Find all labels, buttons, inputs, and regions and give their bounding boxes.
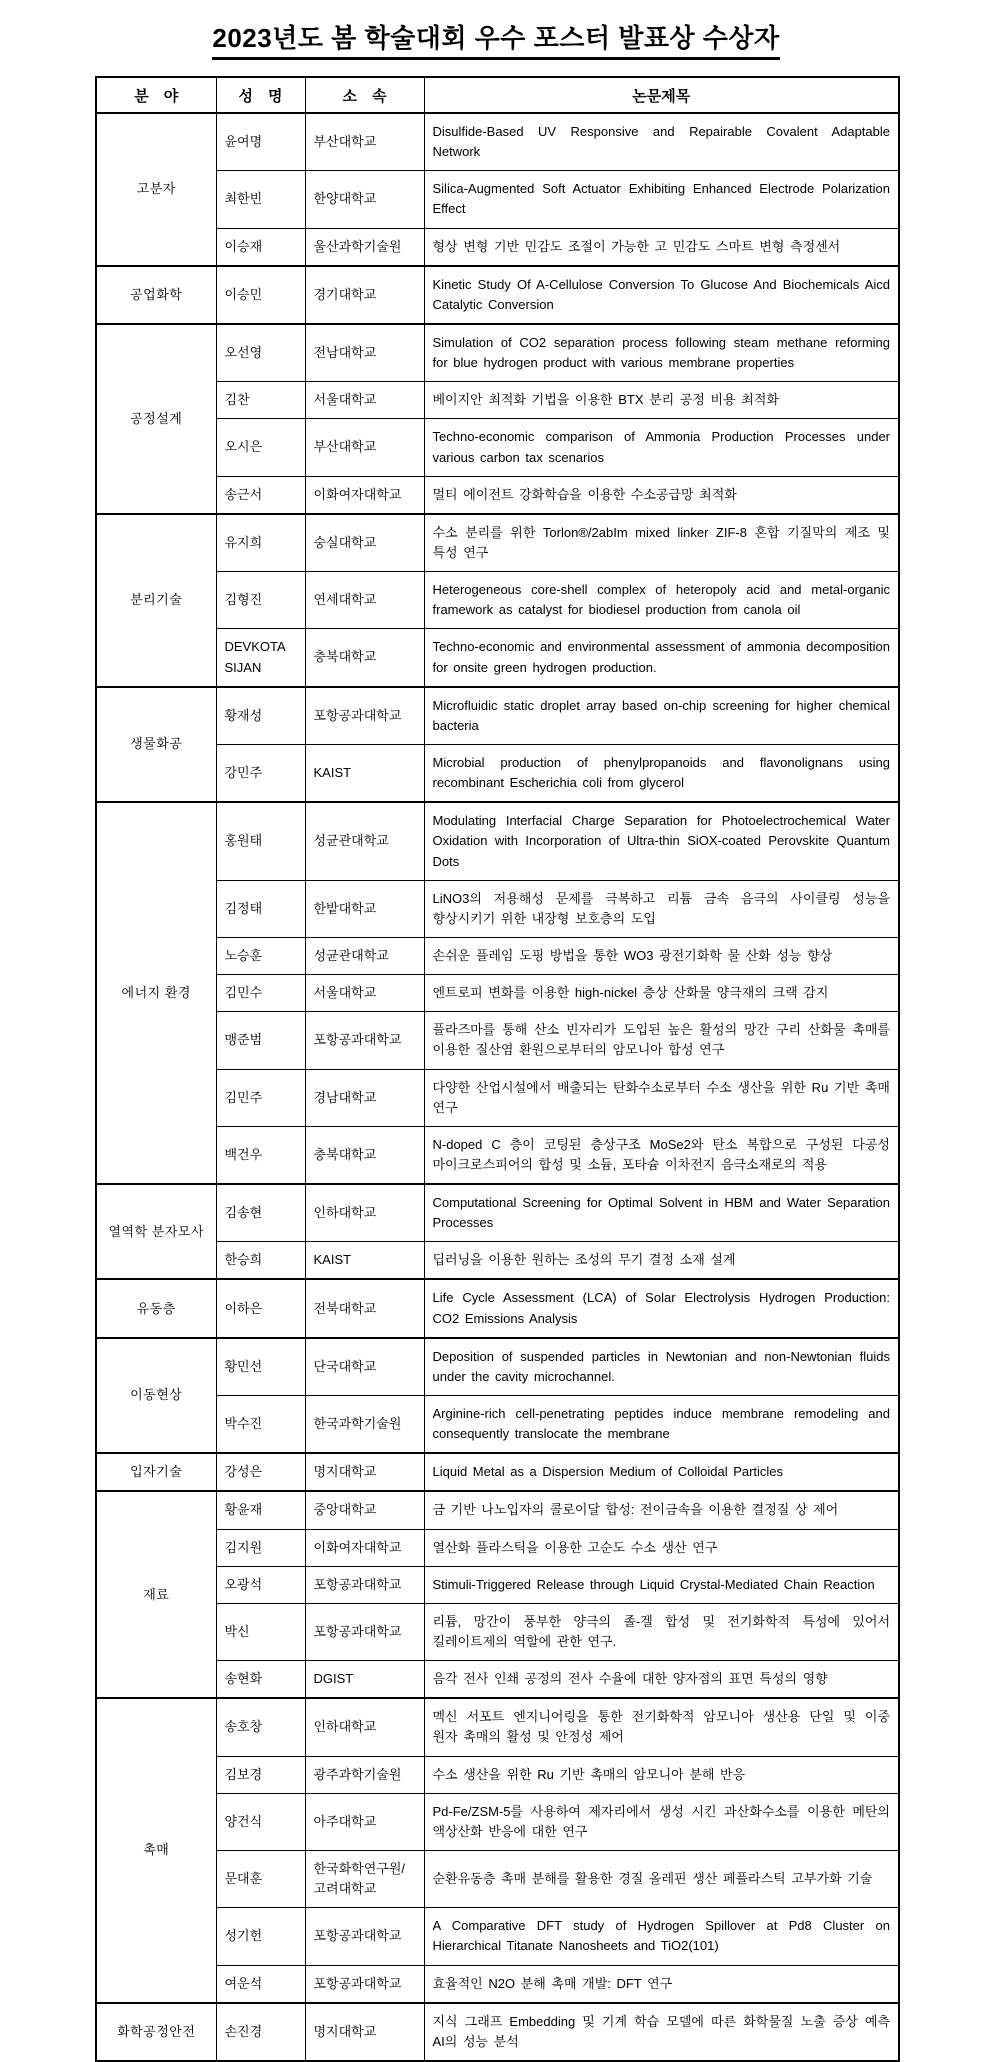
winner-name: 성기헌 bbox=[216, 1908, 305, 1965]
table-row bbox=[96, 324, 899, 382]
affiliation: 전북대학교 bbox=[305, 1279, 424, 1337]
table-row bbox=[96, 880, 899, 937]
field-cell: 에너지 환경 bbox=[96, 802, 216, 1184]
paper-title: 형상 변형 기반 민감도 조절이 가능한 고 민감도 스마트 변형 측정센서 bbox=[424, 228, 899, 266]
table-row bbox=[96, 572, 899, 629]
table-row bbox=[96, 1491, 899, 1529]
winner-name: DEVKOTA SIJAN bbox=[216, 629, 305, 687]
field-cell: 공업화학 bbox=[96, 266, 216, 324]
table-row bbox=[96, 1069, 899, 1126]
affiliation: 중앙대학교 bbox=[305, 1491, 424, 1529]
affiliation: 포항공과대학교 bbox=[305, 1012, 424, 1069]
affiliation: 단국대학교 bbox=[305, 1338, 424, 1396]
paper-title: Arginine-rich cell-penetrating peptides induce membrane remodeling and consequently translocate the membrane bbox=[424, 1396, 899, 1454]
winner-name: 송호창 bbox=[216, 1698, 305, 1756]
affiliation: 인하대학교 bbox=[305, 1698, 424, 1756]
paper-title: Stimuli-Triggered Release through Liquid Crystal-Mediated Chain Reaction bbox=[424, 1566, 899, 1603]
paper-title: 효율적인 N2O 분해 촉매 개발: DFT 연구 bbox=[424, 1965, 899, 2003]
table-row bbox=[96, 1793, 899, 1850]
affiliation: 서울대학교 bbox=[305, 382, 424, 419]
paper-title: 다양한 산업시설에서 배출되는 탄화수소로부터 수소 생산을 위한 Ru 기반 촉매 연구 bbox=[424, 1069, 899, 1126]
paper-title: 베이지안 최적화 기법을 이용한 BTX 분리 공정 비용 최적화 bbox=[424, 382, 899, 419]
table-row bbox=[96, 629, 899, 687]
field-cell: 공정설계 bbox=[96, 324, 216, 514]
paper-title: 플라즈마를 통해 산소 빈자리가 도입된 높은 활성의 망간 구리 산화물 촉매를 이용한 질산염 환원으로부터의 암모니아 합성 연구 bbox=[424, 1012, 899, 1069]
winner-name: 황윤재 bbox=[216, 1491, 305, 1529]
paper-title: Microbial production of phenylpropanoids and flavonolignans using recombinant Escherichia coli from glycerol bbox=[424, 744, 899, 802]
affiliation: 포항공과대학교 bbox=[305, 1603, 424, 1660]
paper-title: Disulfide-Based UV Responsive and Repairable Covalent Adaptable Network bbox=[424, 113, 899, 171]
winner-name: 김정태 bbox=[216, 880, 305, 937]
affiliation: 부산대학교 bbox=[305, 419, 424, 476]
winner-name: 맹준범 bbox=[216, 1012, 305, 1069]
table-row bbox=[96, 1965, 899, 2003]
affiliation: DGIST bbox=[305, 1661, 424, 1699]
table-row bbox=[96, 1012, 899, 1069]
table-row bbox=[96, 1529, 899, 1566]
affiliation: 경기대학교 bbox=[305, 266, 424, 324]
paper-title: 손쉬운 플레임 도핑 방법을 통한 WO3 광전기화학 물 산화 성능 향상 bbox=[424, 937, 899, 974]
table-row bbox=[96, 1453, 899, 1491]
winner-name: 박신 bbox=[216, 1603, 305, 1660]
paper-title: Microfluidic static droplet array based on-chip screening for higher chemical bacteria bbox=[424, 687, 899, 745]
field-cell: 화학공정안전 bbox=[96, 2003, 216, 2061]
table-row bbox=[96, 228, 899, 266]
affiliation: 인하대학교 bbox=[305, 1184, 424, 1242]
awards-table-body bbox=[96, 113, 899, 2061]
winner-name: 송근서 bbox=[216, 476, 305, 514]
paper-title: 수소 분리를 위한 Torlon®/2abIm mixed linker ZIF-8 혼합 기질막의 제조 및 특성 연구 bbox=[424, 514, 899, 572]
affiliation: 부산대학교 bbox=[305, 113, 424, 171]
winner-name: 김지원 bbox=[216, 1529, 305, 1566]
winner-name: 백건우 bbox=[216, 1126, 305, 1184]
winner-name: 윤여명 bbox=[216, 113, 305, 171]
winner-name: 오선영 bbox=[216, 324, 305, 382]
table-row bbox=[96, 1756, 899, 1793]
winner-name: 강민주 bbox=[216, 744, 305, 802]
affiliation: 충북대학교 bbox=[305, 1126, 424, 1184]
affiliation: 충북대학교 bbox=[305, 629, 424, 687]
table-row bbox=[96, 744, 899, 802]
table-row bbox=[96, 1698, 899, 1756]
affiliation: 숭실대학교 bbox=[305, 514, 424, 572]
affiliation: 명지대학교 bbox=[305, 2003, 424, 2061]
affiliation: 성균관대학교 bbox=[305, 802, 424, 880]
table-row bbox=[96, 1661, 899, 1699]
affiliation: 한양대학교 bbox=[305, 171, 424, 228]
affiliation: 이화여자대학교 bbox=[305, 1529, 424, 1566]
table-row bbox=[96, 1279, 899, 1337]
table-row bbox=[96, 1908, 899, 1965]
winner-name: 오광석 bbox=[216, 1566, 305, 1603]
affiliation: 한국화학연구원/고려대학교 bbox=[305, 1851, 424, 1908]
paper-title: 음각 전사 인쇄 공정의 전사 수율에 대한 양자점의 표면 특성의 영향 bbox=[424, 1661, 899, 1699]
table-row bbox=[96, 1603, 899, 1660]
winner-name: 여운석 bbox=[216, 1965, 305, 2003]
winner-name: 한승희 bbox=[216, 1242, 305, 1280]
table-row bbox=[96, 266, 899, 324]
winner-name: 홍원태 bbox=[216, 802, 305, 880]
paper-title: Life Cycle Assessment (LCA) of Solar Electrolysis Hydrogen Production: CO2 Emissions Analysis bbox=[424, 1279, 899, 1337]
paper-title: N-doped C 층이 코팅된 층상구조 MoSe2와 탄소 복합으로 구성된 다공성 마이크로스피어의 합성 및 소듐, 포타슘 이차전지 음극소재로의 적용 bbox=[424, 1126, 899, 1184]
affiliation: 명지대학교 bbox=[305, 1453, 424, 1491]
paper-title: 순환유동층 촉매 분해를 활용한 경질 올레핀 생산 페플라스틱 고부가화 기술 bbox=[424, 1851, 899, 1908]
field-cell: 촉매 bbox=[96, 1698, 216, 2002]
field-cell: 분리기술 bbox=[96, 514, 216, 687]
winner-name: 김보경 bbox=[216, 1756, 305, 1793]
table-row bbox=[96, 476, 899, 514]
affiliation: 포항공과대학교 bbox=[305, 687, 424, 745]
paper-title: Simulation of CO2 separation process following steam methane reforming for blue hydrogen product with various membrane properties bbox=[424, 324, 899, 382]
winner-name: 김민주 bbox=[216, 1069, 305, 1126]
paper-title: Pd-Fe/ZSM-5를 사용하여 제자리에서 생성 시킨 과산화수소를 이용한 메탄의 액상산화 반응에 대한 연구 bbox=[424, 1793, 899, 1850]
winner-name: 노승훈 bbox=[216, 937, 305, 974]
col-header-paper-title: 논문제목 bbox=[424, 77, 899, 113]
table-row bbox=[96, 802, 899, 880]
paper-title: 엔트로피 변화를 이용한 high-nickel 층상 산화물 양극재의 크랙 감지 bbox=[424, 975, 899, 1012]
winner-name: 손진경 bbox=[216, 2003, 305, 2061]
table-row bbox=[96, 419, 899, 476]
paper-title: Silica-Augmented Soft Actuator Exhibiting Enhanced Electrode Polarization Effect bbox=[424, 171, 899, 228]
affiliation: 광주과학기술원 bbox=[305, 1756, 424, 1793]
col-header-affiliation: 소 속 bbox=[305, 77, 424, 113]
paper-title: 금 기반 나노입자의 콜로이달 합성: 전이금속을 이용한 결정질 상 제어 bbox=[424, 1491, 899, 1529]
awards-table bbox=[95, 76, 900, 2062]
winner-name: 문대훈 bbox=[216, 1851, 305, 1908]
winner-name: 양건식 bbox=[216, 1793, 305, 1850]
paper-title: Kinetic Study Of A-Cellulose Conversion To Glucose And Biochemicals Aicd Catalytic Conversion bbox=[424, 266, 899, 324]
field-cell: 이동현상 bbox=[96, 1338, 216, 1454]
field-cell: 유동층 bbox=[96, 1279, 216, 1337]
winner-name: 강성은 bbox=[216, 1453, 305, 1491]
paper-title: Liquid Metal as a Dispersion Medium of Colloidal Particles bbox=[424, 1453, 899, 1491]
winner-name: 이승민 bbox=[216, 266, 305, 324]
affiliation: 한국과학기술원 bbox=[305, 1396, 424, 1454]
paper-title: 멀티 에이전트 강화학습을 이용한 수소공급망 최적화 bbox=[424, 476, 899, 514]
affiliation: 전남대학교 bbox=[305, 324, 424, 382]
winner-name: 박수진 bbox=[216, 1396, 305, 1454]
col-header-name: 성 명 bbox=[216, 77, 305, 113]
winner-name: 김형진 bbox=[216, 572, 305, 629]
paper-title: LiNO3의 저용해성 문제를 극복하고 리튬 금속 음극의 사이클링 성능을 향상시키기 위한 내장형 보호층의 도입 bbox=[424, 880, 899, 937]
paper-title: Computational Screening for Optimal Solvent in HBM and Water Separation Processes bbox=[424, 1184, 899, 1242]
field-cell: 재료 bbox=[96, 1491, 216, 1698]
paper-title: Heterogeneous core-shell complex of heteropoly acid and metal-organic framework as catalyst for biodiesel production from canola oil bbox=[424, 572, 899, 629]
field-cell: 열역학 분자모사 bbox=[96, 1184, 216, 1279]
field-cell: 고분자 bbox=[96, 113, 216, 266]
table-row bbox=[96, 1242, 899, 1280]
affiliation: 연세대학교 bbox=[305, 572, 424, 629]
affiliation: KAIST bbox=[305, 744, 424, 802]
paper-title: 리튬, 망간이 풍부한 양극의 졸-겔 합성 및 전기화학적 특성에 있어서 킬레이트제의 역할에 관한 연구. bbox=[424, 1603, 899, 1660]
paper-title: Deposition of suspended particles in Newtonian and non-Newtonian fluids under the cavity microchannel. bbox=[424, 1338, 899, 1396]
paper-title: Techno-economic and environmental assessment of ammonia decomposition for onsite green hydrogen production. bbox=[424, 629, 899, 687]
winner-name: 황민선 bbox=[216, 1338, 305, 1396]
winner-name: 이승재 bbox=[216, 228, 305, 266]
page-title: 2023년도 봄 학술대회 우수 포스터 발표상 수상자 bbox=[0, 18, 992, 60]
affiliation: 서울대학교 bbox=[305, 975, 424, 1012]
affiliation: 포항공과대학교 bbox=[305, 1566, 424, 1603]
table-row bbox=[96, 113, 899, 171]
header-row bbox=[96, 77, 899, 113]
table-row bbox=[96, 514, 899, 572]
col-header-field: 분 야 bbox=[96, 77, 216, 113]
winner-name: 유지희 bbox=[216, 514, 305, 572]
table-row bbox=[96, 1126, 899, 1184]
table-row bbox=[96, 1184, 899, 1242]
paper-title: Modulating Interfacial Charge Separation for Photoelectrochemical Water Oxidation with Incorporation of Ultra-thin SiOX-coated Perovskite Quantum Dots bbox=[424, 802, 899, 880]
table-row bbox=[96, 937, 899, 974]
table-row bbox=[96, 1566, 899, 1603]
table-row bbox=[96, 687, 899, 745]
paper-title: 수소 생산을 위한 Ru 기반 촉매의 암모니아 분해 반응 bbox=[424, 1756, 899, 1793]
paper-title: A Comparative DFT study of Hydrogen Spillover at Pd8 Cluster on Hierarchical Titanate Nanosheets and TiO2(101) bbox=[424, 1908, 899, 1965]
field-cell: 입자기술 bbox=[96, 1453, 216, 1491]
paper-title: 멕신 서포트 엔지니어링을 통한 전기화학적 암모니아 생산용 단일 및 이중 원자 촉매의 활성 및 안정성 제어 bbox=[424, 1698, 899, 1756]
table-row bbox=[96, 171, 899, 228]
affiliation: 아주대학교 bbox=[305, 1793, 424, 1850]
winner-name: 송현화 bbox=[216, 1661, 305, 1699]
table-row bbox=[96, 975, 899, 1012]
affiliation: 울산과학기술원 bbox=[305, 228, 424, 266]
table-row bbox=[96, 382, 899, 419]
paper-title: 딥러닝을 이용한 원하는 조성의 무기 결정 소재 설계 bbox=[424, 1242, 899, 1280]
paper-title: 열산화 플라스틱을 이용한 고순도 수소 생산 연구 bbox=[424, 1529, 899, 1566]
winner-name: 이하은 bbox=[216, 1279, 305, 1337]
winner-name: 황재성 bbox=[216, 687, 305, 745]
table-row bbox=[96, 1851, 899, 1908]
table-row bbox=[96, 1396, 899, 1454]
affiliation: 포항공과대학교 bbox=[305, 1908, 424, 1965]
paper-title: 지식 그래프 Embedding 및 기계 학습 모델에 따른 화학물질 노출 증상 예측 AI의 성능 분석 bbox=[424, 2003, 899, 2061]
table-row bbox=[96, 1338, 899, 1396]
paper-title: Techno-economic comparison of Ammonia Production Processes under various carbon tax scenarios bbox=[424, 419, 899, 476]
winner-name: 김찬 bbox=[216, 382, 305, 419]
affiliation: KAIST bbox=[305, 1242, 424, 1280]
winner-name: 김송현 bbox=[216, 1184, 305, 1242]
winner-name: 김민수 bbox=[216, 975, 305, 1012]
field-cell: 생물화공 bbox=[96, 687, 216, 803]
affiliation: 이화여자대학교 bbox=[305, 476, 424, 514]
winner-name: 최한빈 bbox=[216, 171, 305, 228]
affiliation: 한밭대학교 bbox=[305, 880, 424, 937]
table-row bbox=[96, 2003, 899, 2061]
affiliation: 포항공과대학교 bbox=[305, 1965, 424, 2003]
affiliation: 경남대학교 bbox=[305, 1069, 424, 1126]
affiliation: 성균관대학교 bbox=[305, 937, 424, 974]
winner-name: 오시은 bbox=[216, 419, 305, 476]
